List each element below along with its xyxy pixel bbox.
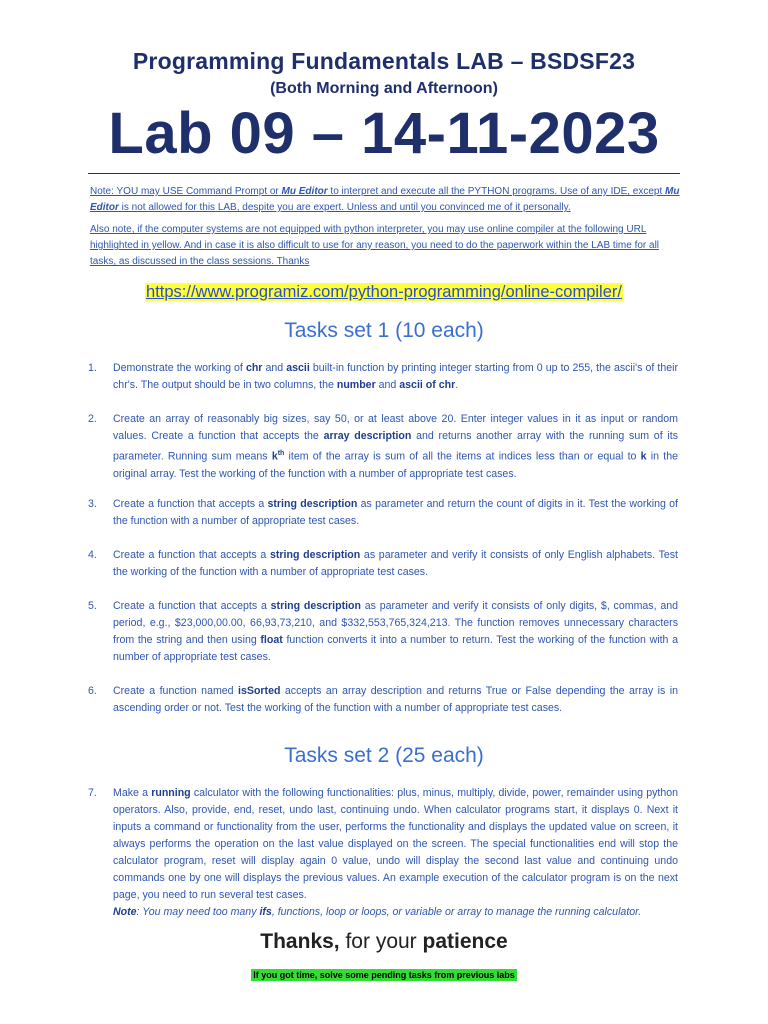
note-ide-mu-editor-2: Mu Editor: [90, 186, 680, 213]
thanks-end: patience: [422, 930, 508, 953]
task-item-7: [88, 785, 678, 921]
task-item-1: [88, 360, 678, 394]
note-ide: [90, 184, 680, 216]
task-body: Create an array of reasonably big sizes, say 50, or at least above 20. Enter integer values in it as input or random values. Create a function that accepts the array description and returns another array with the running sum of its parameter. Running sum means $k^{th}$ item of the array is sum of all the items at indices less than or equal to k in the original array. Test the working of the function with a number of appropriate test cases.: [113, 413, 678, 480]
task-number: 4.: [88, 549, 97, 561]
task-body: Create a function that accepts a string description as parameter and verify it consists of only English alphabets. Test the working of the function with a number of appropriate test cases.: [113, 549, 678, 578]
task-body: Demonstrate the working of chr and ascii built-in function by printing integer starting from 0 up to 255, the ascii's of their chr's. The output should be in two columns, the number and ascii of chr.: [113, 362, 679, 391]
course-title: Programming Fundamentals LAB – BSDSF23: [132, 48, 636, 74]
course-subtitle: (Both Morning and Afternoon): [270, 80, 498, 97]
note-ide-mu-editor-1: Mu Editor: [281, 186, 328, 197]
compiler-url-link[interactable]: https://www.programiz.com/python-programming/online-compiler/: [146, 283, 622, 301]
thanks-bold: Thanks,: [260, 930, 340, 953]
title-divider: [88, 173, 680, 174]
task-item-6: [88, 683, 678, 717]
task-7-note: Note: You may need too many ifs, functions, loop or loops, or variable or array to manage the running calculator.: [113, 906, 642, 918]
thanks-mid: for your: [339, 930, 423, 953]
task-item-4: [88, 547, 678, 581]
note-online-compiler: Also note, if the computer systems are not equipped with python interpreter, you may use online compiler at the following URL highlighted in yellow. And in case it is also difficult to use for any reason, you need to do the paperwork within the LAB time for all tasks, as discussed in the class sessions. Thanks: [90, 224, 660, 267]
task-item-3: [88, 496, 678, 530]
task-body: Create a function that accepts a string description as parameter and return the count of digits in it. Test the working of the function with a number of appropriate test cases.: [113, 498, 678, 527]
compiler-url[interactable]: [0, 283, 768, 302]
pending-tasks-note: [0, 970, 768, 980]
note-ide-text-2: to interpret and execute all the PYTHON programs. Use of any IDE, except: [327, 186, 666, 197]
task-item-2: [88, 411, 678, 483]
tasks-set-1-heading: Tasks set 1 (10 each): [284, 319, 484, 342]
tasks-set-2-heading: Tasks set 2 (25 each): [284, 744, 484, 767]
task-body: Make a running calculator with the following functionalities: plus, minus, multiply, divide, power, remainder using python operators. Also, provide, end, reset, undo last, continuing undo. When calculator programs start, it displays 0. Next it inputs a command or functionality from the user, performs the functionality and displays the updated value on screen, it always performs the operation on the last value displayed on the screen. The special functionalities end will stop the calculator program, reset will display again 0 value, undo will display the second last value and continuing undo commands one by one will displays the previous values. An example execution of the calculator program is on the next page, you need to run several test cases. Note: You may need too many ifs, functions, loop or loops, or variable or array to manage the running calculator.: [113, 787, 679, 918]
thanks-message: [0, 930, 768, 954]
note-ide-text-3: is not allowed for this LAB, despite you are expert. Unless and until you convinced me of it personally.: [118, 202, 571, 213]
lab-title: Lab 09 – 14-11-2023: [108, 101, 660, 166]
task-number: 3.: [88, 498, 97, 510]
task-number: 2.: [88, 413, 97, 425]
note-ide-text-1: Note: YOU may USE Command Prompt or: [90, 186, 282, 197]
task-body: Create a function that accepts a string description as parameter and verify it consists of only digits, $, commas, and period, e.g., $23,000,00.00, 66,93,73,210, and $332,553,765,324,213. The function removes unnecessary characters from the string and then using float function converts it into a number to return. Test the working of the function with a number of appropriate test cases.: [113, 600, 679, 663]
pending-tasks-text: If you got time, solve some pending tasks from previous labs: [253, 970, 515, 980]
task-number: 7.: [88, 787, 97, 799]
task-body: Create a function named isSorted accepts an array description and returns True or False depending the array is in ascending order or not. Test the working of the function with a number of appropriate test cases.: [113, 685, 678, 714]
task-number: 5.: [88, 600, 97, 612]
task-item-5: [88, 598, 678, 666]
task-number: 1.: [88, 362, 97, 374]
task-number: 6.: [88, 685, 97, 697]
